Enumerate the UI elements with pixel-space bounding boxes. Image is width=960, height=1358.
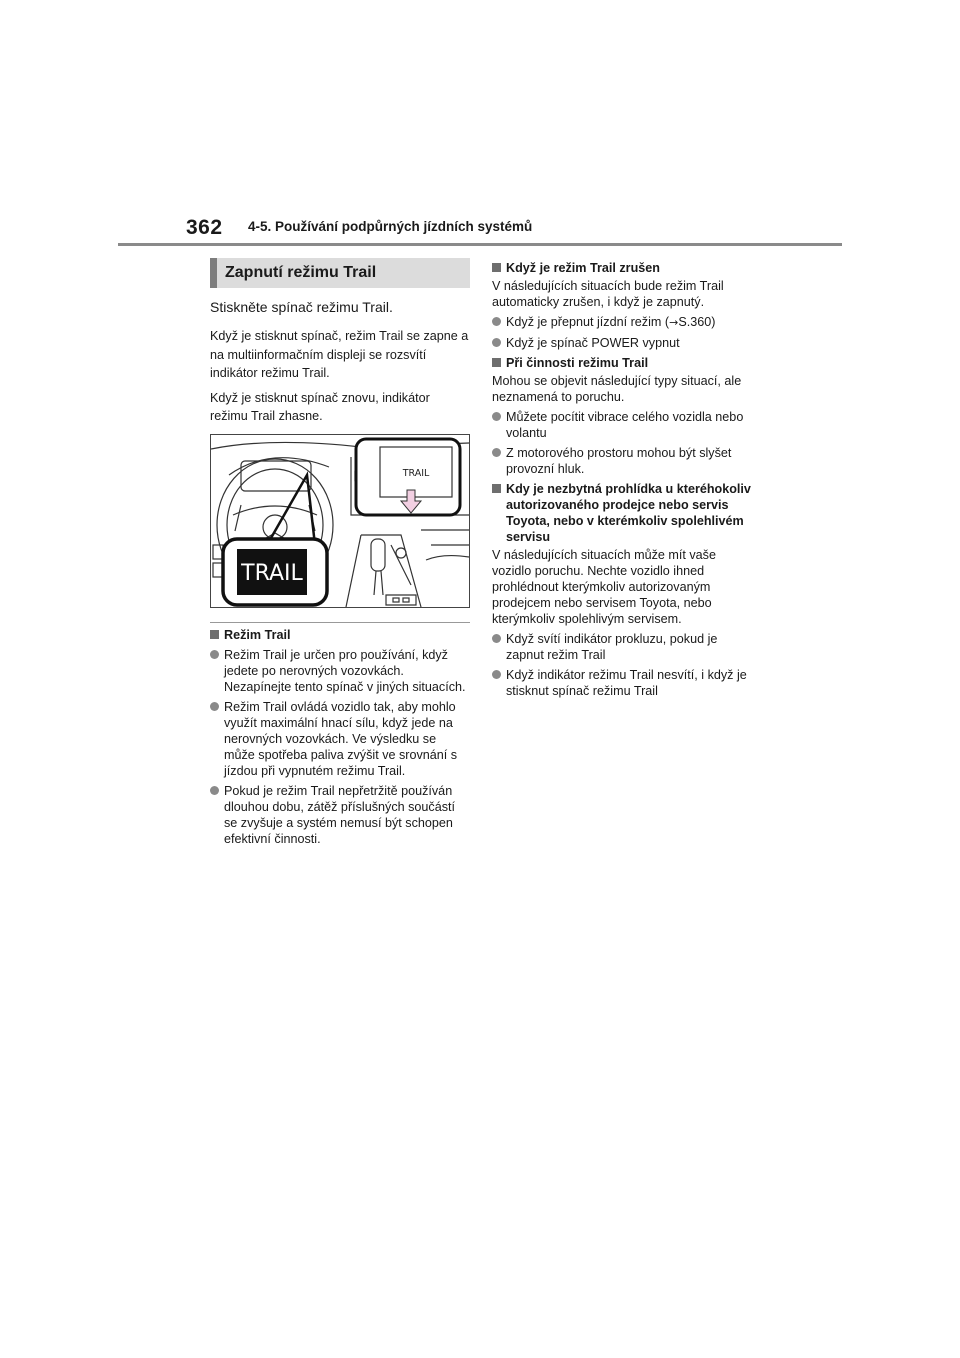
list-item <box>492 631 754 663</box>
list-item <box>492 335 754 351</box>
square-bullet-icon <box>492 263 501 272</box>
bullet-text: Režim Trail ovládá vozidlo tak, aby mohlo využít maximální hnací sílu, když jede na nerovných vozovkách. Ve výsledku se může spotřeba paliva zvýšit ve srovnání s jízdou při vypnutém režimu Trail. <box>224 699 458 778</box>
list-item <box>492 409 754 441</box>
rezim-trail-heading <box>210 627 470 643</box>
round-bullet-icon <box>492 338 501 347</box>
list-item <box>210 699 470 779</box>
figure-divider <box>210 622 470 623</box>
round-bullet-icon <box>210 786 219 795</box>
right-column <box>492 258 754 703</box>
round-bullet-icon <box>492 317 501 326</box>
bullet-text: Můžete pocítit vibrace celého vozidla nebo volantu <box>506 410 744 440</box>
list-item <box>492 667 754 699</box>
bullet-text: Když svítí indikátor prokluzu, pokud je zapnut režim Trail <box>506 632 718 662</box>
operation-heading-text: Při činnosti režimu Trail <box>506 356 649 370</box>
section-title: Zapnutí režimu Trail <box>210 258 470 288</box>
list-item <box>492 314 754 331</box>
round-bullet-icon <box>492 448 501 457</box>
dashboard-drawing <box>211 435 469 607</box>
dashboard-illustration <box>210 434 470 608</box>
paragraph-switch-off: Když je stisknut spínač znovu, indikátor režimu Trail zhasne. <box>210 390 430 423</box>
operation-text: Mohou se objevit následující typy situací, ale neznamená to poruchu. <box>492 374 742 404</box>
inspection-heading-text: Kdy je nezbytná prohlídka u kteréhokoliv autorizovaného prodejce nebo servis Toyota, nebo v kterémkoliv spolehlivém servisu <box>506 482 751 544</box>
left-column <box>210 258 470 851</box>
square-bullet-icon <box>210 630 219 639</box>
round-bullet-icon <box>210 702 219 711</box>
bullet-text: Když je spínač POWER vypnut <box>506 336 680 350</box>
square-bullet-icon <box>492 484 501 493</box>
square-bullet-icon <box>492 358 501 367</box>
inspection-heading <box>492 481 754 545</box>
page-reference: S.360) <box>678 315 716 329</box>
page-number: 362 <box>186 216 223 239</box>
page-reference-arrow-icon: → <box>669 316 679 329</box>
cancel-heading-text: Když je režim Trail zrušen <box>506 261 660 275</box>
list-item <box>210 783 470 847</box>
bullet-text: Když indikátor režimu Trail nesvítí, i když je stisknut spínač režimu Trail <box>506 668 747 698</box>
bullet-text-pre: Když je přepnut jízdní režim ( <box>506 315 670 329</box>
inspection-text: V následujících situacích může mít vaše vozidlo poruchu. Nechte vozidlo ihned prohlédnout kterýmkoliv autorizovaným prodejcem nebo servisem Toyota, nebo kterýmkoliv spolehlivým servisem. <box>492 548 716 626</box>
round-bullet-icon <box>492 670 501 679</box>
header-rule <box>118 243 842 246</box>
bullet-text <box>506 314 715 331</box>
bullet-text: Pokud je režim Trail nepřetržitě používán dlouhou dobu, zátěž příslušných součástí se zvyšuje a systém nemusí být schopen efektivní činnosti. <box>224 783 456 846</box>
paragraph-switch-on: Když je stisknut spínač, režim Trail se zapne a na multiinformačním displeji se rozsvítí indikátor režimu Trail. <box>210 329 469 380</box>
bullet-text: Režim Trail je určen pro používání, když jedete po nerovných vozovkách. Nezapínejte tento spínač v jiných situacích. <box>224 647 466 694</box>
intro-instruction: Stiskněte spínač režimu Trail. <box>210 299 393 315</box>
round-bullet-icon <box>492 412 501 421</box>
list-item <box>210 647 470 695</box>
cancel-text: V následujících situacích bude režim Trail automaticky zrušen, i když je zapnutý. <box>492 279 724 309</box>
cancel-heading <box>492 260 754 276</box>
bullet-text: Z motorového prostoru mohou být slyšet provozní hluk. <box>506 446 732 476</box>
round-bullet-icon <box>492 634 501 643</box>
list-item <box>492 445 754 477</box>
chapter-title: 4-5. Používání podpůrných jízdních systémů <box>248 219 533 234</box>
operation-heading <box>492 355 754 371</box>
trail-switch-label: TRAIL <box>402 467 430 479</box>
rezim-trail-heading-text: Režim Trail <box>224 627 291 642</box>
round-bullet-icon <box>210 650 219 659</box>
trail-indicator-label: TRAIL <box>241 560 303 586</box>
